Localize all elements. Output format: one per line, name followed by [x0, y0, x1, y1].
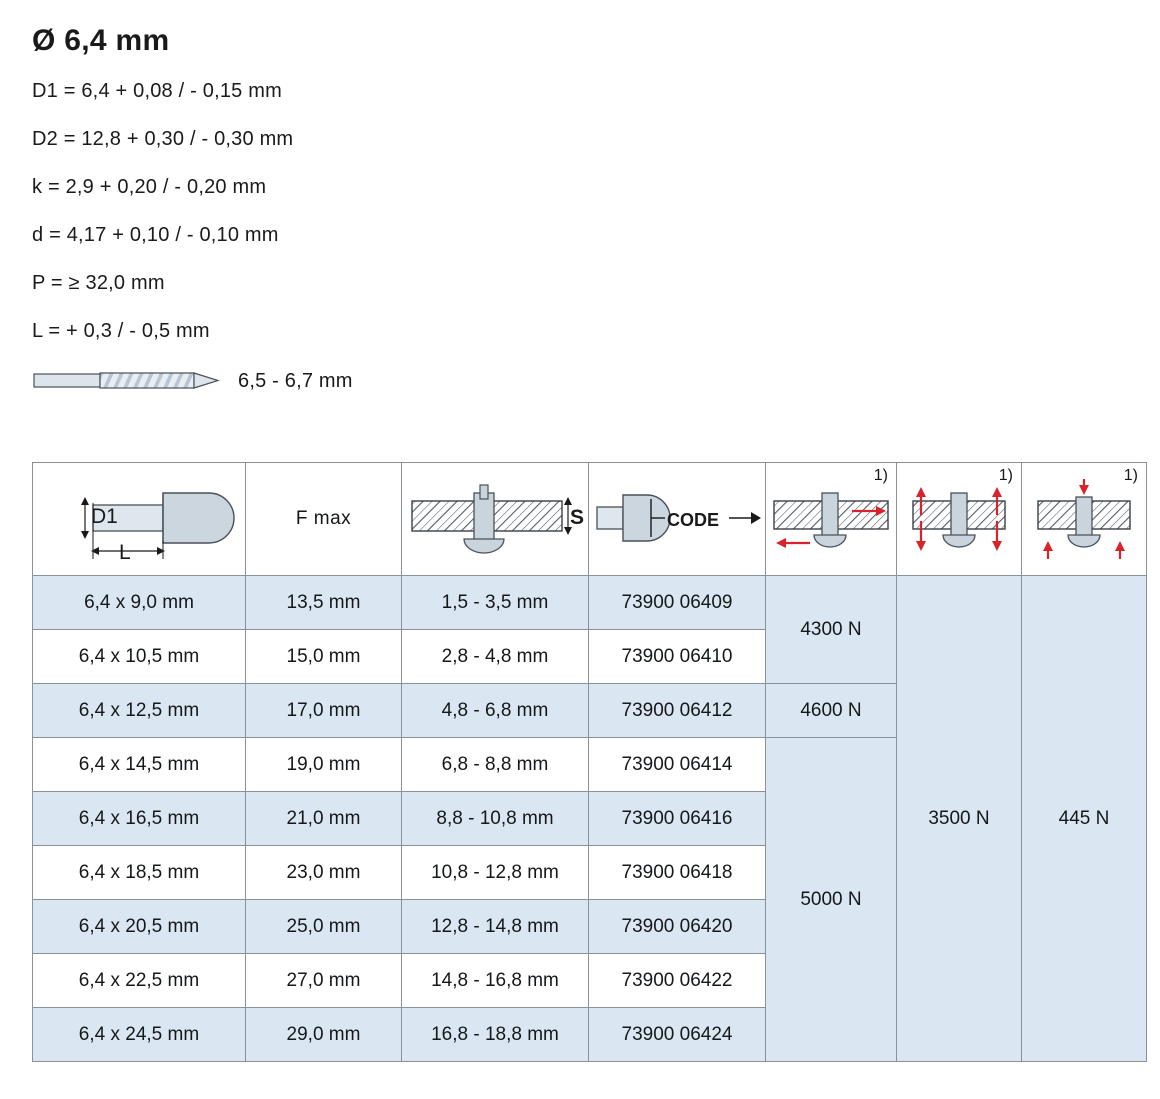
cell-grip: 12,8 - 14,8 mm — [402, 900, 589, 954]
cell-shear-load: 4600 N — [766, 684, 897, 738]
spec-line-l: L = + 0,3 / - 0,5 mm — [32, 320, 210, 342]
cell-code: 73900 06409 — [589, 576, 766, 630]
cell-code: 73900 06424 — [589, 1008, 766, 1062]
cell-fmax: 17,0 mm — [246, 684, 402, 738]
svg-text:D1: D1 — [91, 505, 118, 528]
cell-dimension: 6,4 x 18,5 mm — [33, 846, 246, 900]
cell-fmax: 27,0 mm — [246, 954, 402, 1008]
spec-line-d: d = 4,17 + 0,10 / - 0,10 mm — [32, 224, 279, 246]
table-header-push-out-load — [1022, 463, 1147, 576]
table-header-shear-load — [766, 463, 897, 576]
cell-code: 73900 06412 — [589, 684, 766, 738]
table-body — [33, 576, 1147, 1062]
svg-text:L: L — [119, 541, 131, 564]
cell-code: 73900 06414 — [589, 738, 766, 792]
cell-code: 73900 06420 — [589, 900, 766, 954]
table-header-grip — [402, 463, 589, 576]
cell-dimension: 6,4 x 9,0 mm — [33, 576, 246, 630]
table-header-dimension — [33, 463, 246, 576]
cell-code: 73900 06422 — [589, 954, 766, 1008]
table-header-code — [589, 463, 766, 576]
spec-line-k: k = 2,9 + 0,20 / - 0,20 mm — [32, 176, 267, 198]
svg-text:CODE: CODE — [667, 510, 720, 530]
drill-bit-icon — [32, 368, 220, 394]
cell-dimension: 6,4 x 12,5 mm — [33, 684, 246, 738]
spec-line-p: P = ≥ 32,0 mm — [32, 272, 165, 294]
cell-fmax: 25,0 mm — [246, 900, 402, 954]
cell-dimension: 6,4 x 22,5 mm — [33, 954, 246, 1008]
cell-shear-load: 4300 N — [766, 576, 897, 684]
rivet-specification-table — [32, 462, 1147, 1062]
cell-fmax: 23,0 mm — [246, 846, 402, 900]
footnote-marker-push-out: 1) — [1123, 467, 1138, 484]
spec-line-d1: D1 = 6,4 + 0,08 / - 0,15 mm — [32, 80, 282, 102]
cell-grip: 8,8 - 10,8 mm — [402, 792, 589, 846]
cell-push-out-load: 445 N — [1022, 576, 1147, 1062]
cell-grip: 6,8 - 8,8 mm — [402, 738, 589, 792]
cell-tensile-load: 3500 N — [897, 576, 1022, 1062]
table-header-fmax: F max — [246, 463, 402, 576]
cell-grip: 10,8 - 12,8 mm — [402, 846, 589, 900]
cell-fmax: 29,0 mm — [246, 1008, 402, 1062]
cell-shear-load: 5000 N — [766, 738, 897, 1062]
cell-dimension: 6,4 x 24,5 mm — [33, 1008, 246, 1062]
cell-fmax: 13,5 mm — [246, 576, 402, 630]
cell-code: 73900 06410 — [589, 630, 766, 684]
spec-line-d2: D2 = 12,8 + 0,30 / - 0,30 mm — [32, 128, 294, 150]
cell-fmax: 21,0 mm — [246, 792, 402, 846]
table-header-tensile-load — [897, 463, 1022, 576]
cell-dimension: 6,4 x 14,5 mm — [33, 738, 246, 792]
svg-text:S: S — [570, 506, 585, 529]
footnote-marker-shear: 1) — [873, 467, 888, 484]
cell-dimension: 6,4 x 10,5 mm — [33, 630, 246, 684]
footnote-marker-tensile: 1) — [998, 467, 1013, 484]
cell-dimension: 6,4 x 16,5 mm — [33, 792, 246, 846]
cell-grip: 4,8 - 6,8 mm — [402, 684, 589, 738]
cell-dimension: 6,4 x 20,5 mm — [33, 900, 246, 954]
cell-grip: 14,8 - 16,8 mm — [402, 954, 589, 1008]
cell-fmax: 19,0 mm — [246, 738, 402, 792]
page-title: Ø 6,4 mm — [32, 24, 170, 57]
drill-hole-label: 6,5 - 6,7 mm — [238, 369, 353, 392]
cell-grip: 1,5 - 3,5 mm — [402, 576, 589, 630]
cell-code: 73900 06418 — [589, 846, 766, 900]
cell-grip: 2,8 - 4,8 mm — [402, 630, 589, 684]
cell-grip: 16,8 - 18,8 mm — [402, 1008, 589, 1062]
drill-hole-spec — [32, 368, 1160, 394]
cell-code: 73900 06416 — [589, 792, 766, 846]
table-row — [33, 576, 1147, 630]
cell-fmax: 15,0 mm — [246, 630, 402, 684]
